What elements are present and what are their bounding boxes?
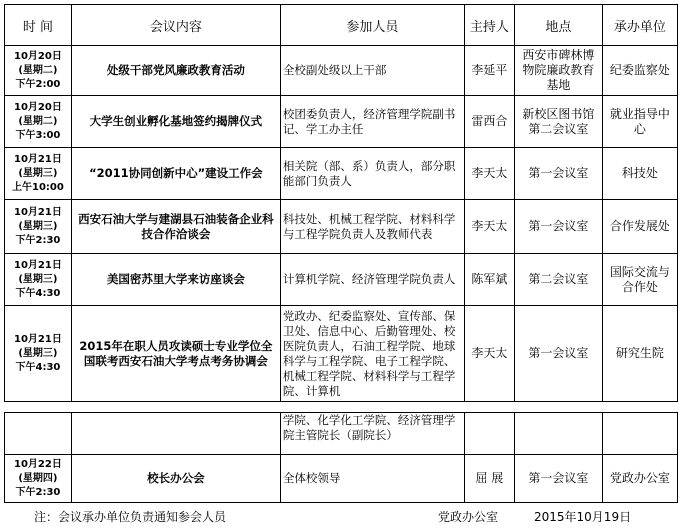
header-organizer: 承办单位 (602, 5, 677, 46)
time-text: 下午2:30 (15, 234, 61, 246)
host-cell: 李延平 (464, 46, 514, 96)
weekday-text: (星期三) (18, 220, 58, 232)
location-cell: 第一会议室 (514, 455, 602, 503)
header-time: 时 间 (5, 5, 72, 46)
location-cell: 新校区图书馆第二会议室 (514, 96, 602, 148)
organizer-cell (602, 413, 677, 455)
date-text: 10月22日 (14, 458, 62, 470)
time-cell (5, 413, 72, 455)
location-cell: 第一会议室 (514, 200, 602, 254)
attendees-cell: 学院、化学化工学院、经济管理学院主管院长（副院长） (280, 413, 464, 455)
organizer-cell: 党政办公室 (602, 455, 677, 503)
time-cell (5, 148, 72, 200)
organizer-cell: 合作发展处 (602, 200, 677, 254)
time-cell (5, 200, 72, 254)
topic-cell: 处级干部党风廉政教育活动 (71, 46, 280, 96)
header-row (5, 5, 678, 46)
time-text: 上午10:00 (12, 181, 64, 193)
organizer-cell: 科技处 (602, 148, 677, 200)
page-break-gap (4, 402, 678, 412)
meeting-schedule-table-continued (4, 412, 678, 503)
weekday-text: (星期三) (18, 347, 58, 359)
host-cell: 屈 展 (464, 455, 514, 503)
date-text: 10月21日 (14, 259, 62, 271)
weekday-text: (星期二) (18, 64, 58, 76)
date-text: 10月21日 (14, 333, 62, 345)
weekday-text: (星期二) (18, 115, 58, 127)
time-text: 下午4:30 (15, 361, 61, 373)
weekday-text: (星期三) (18, 167, 58, 179)
date-text: 10月21日 (14, 206, 62, 218)
table-row (5, 200, 678, 254)
topic-cell: “2011协同创新中心”建设工作会 (71, 148, 280, 200)
time-cell (5, 46, 72, 96)
location-cell: 第一会议室 (514, 148, 602, 200)
footer-office: 党政办公室 (438, 510, 499, 524)
host-cell: 李天太 (464, 148, 514, 200)
topic-cell: 2015年在职人员攻读硕士专业学位全国联考西安石油大学考点考务协调会 (71, 306, 280, 402)
attendees-cell: 全校副处级以上干部 (280, 46, 464, 96)
meeting-schedule-sheet (4, 4, 678, 503)
topic-cell: 西安石油大学与建湖县石油装备企业科技合作洽谈会 (71, 200, 280, 254)
attendees-cell: 党政办、纪委监察处、宣传部、保卫处、信息中心、后勤管理处、校医院负责人，石油工程学院、地球科学与工程学院、电子工程学院、机械工程学院、材料科学与工程学院、计算机 (280, 306, 464, 402)
time-text: 下午2:00 (15, 78, 61, 90)
time-cell (5, 455, 72, 503)
topic-cell: 美国密苏里大学来访座谈会 (71, 254, 280, 306)
host-cell: 陈军斌 (464, 254, 514, 306)
date-text: 10月20日 (14, 50, 62, 62)
host-cell: 雷西合 (464, 96, 514, 148)
host-cell: 李天太 (464, 306, 514, 402)
attendees-cell: 校团委负责人，经济管理学院副书记、学工办主任 (280, 96, 464, 148)
time-cell (5, 96, 72, 148)
weekday-text: (星期三) (18, 273, 58, 285)
header-attendees: 参加人员 (280, 5, 464, 46)
date-text: 10月20日 (14, 101, 62, 113)
location-cell: 第二会议室 (514, 254, 602, 306)
footer-note: 注：会议承办单位负责通知参会人员 (34, 510, 227, 524)
topic-cell: 校长办公会 (71, 455, 280, 503)
date-text: 10月21日 (14, 153, 62, 165)
header-location: 地点 (514, 5, 602, 46)
attendees-cell: 科技处、机械工程学院、材料科学与工程学院负责人及教师代表 (280, 200, 464, 254)
host-cell: 李天太 (464, 200, 514, 254)
organizer-cell: 国际交流与合作处 (602, 254, 677, 306)
topic-cell (71, 413, 280, 455)
time-cell (5, 254, 72, 306)
table-row (5, 46, 678, 96)
header-host: 主持人 (464, 5, 514, 46)
attendees-cell: 计算机学院、经济管理学院负责人 (280, 254, 464, 306)
time-text: 下午2:30 (15, 486, 61, 498)
time-text: 下午4:30 (15, 287, 61, 299)
attendees-cell: 相关院（部、系）负责人，部分职能部门负责人 (280, 148, 464, 200)
organizer-cell: 研究生院 (602, 306, 677, 402)
table-row (5, 254, 678, 306)
time-text: 下午3:00 (15, 129, 61, 141)
attendees-cell: 全体校领导 (280, 455, 464, 503)
table-row (5, 96, 678, 148)
table-row (5, 306, 678, 402)
table-row (5, 455, 678, 503)
footer-date: 2015年10月19日 (534, 510, 632, 524)
location-cell: 西安市碑林博物院廉政教育基地 (514, 46, 602, 96)
table-row (5, 148, 678, 200)
header-topic: 会议内容 (71, 5, 280, 46)
organizer-cell: 纪委监察处 (602, 46, 677, 96)
meeting-schedule-table (4, 4, 678, 402)
footer (34, 508, 674, 524)
location-cell (514, 413, 602, 455)
location-cell: 第一会议室 (514, 306, 602, 402)
weekday-text: (星期四) (18, 472, 58, 484)
host-cell (464, 413, 514, 455)
time-cell (5, 306, 72, 402)
continuation-row (5, 413, 678, 455)
organizer-cell: 就业指导中心 (602, 96, 677, 148)
topic-cell: 大学生创业孵化基地签约揭牌仪式 (71, 96, 280, 148)
